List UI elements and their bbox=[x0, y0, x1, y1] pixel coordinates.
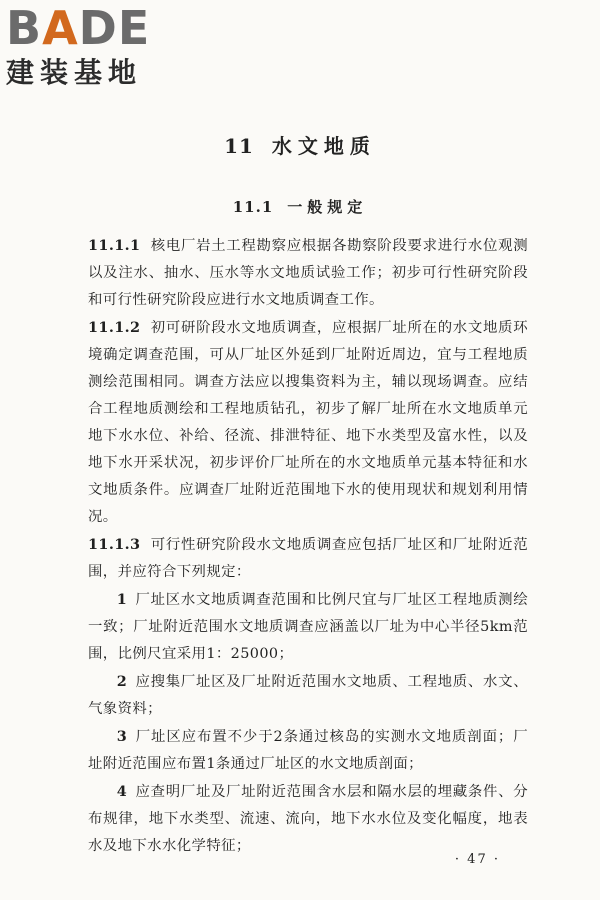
logo-letters-de: DE bbox=[78, 1, 151, 55]
logo-subtitle: 建装基地 bbox=[6, 56, 143, 89]
clause-number: 11.1.2 bbox=[88, 319, 141, 336]
item-text: 应搜集厂址区及厂址附近范围水文地质、工程地质、水文、气象资料； bbox=[88, 674, 528, 717]
item-number: 3 bbox=[116, 728, 128, 745]
section-number: 11.1 bbox=[232, 198, 274, 216]
clause-11-1-1 bbox=[88, 232, 528, 314]
chapter-name: 水文地质 bbox=[271, 134, 376, 158]
logo-letter-a: A bbox=[42, 1, 79, 55]
logo-wordmark bbox=[6, 1, 176, 55]
item-text: 应查明厂址及厂址附近范围含水层和隔水层的埋藏条件、分布规律，地下水类型、流速、流向，地下水水位及变化幅度，地表水及地下水水化学特征； bbox=[88, 784, 528, 854]
section-title bbox=[0, 196, 600, 217]
bade-logo bbox=[6, 1, 176, 94]
list-item bbox=[88, 586, 528, 668]
section-name: 一般规定 bbox=[287, 198, 368, 216]
list-item bbox=[88, 778, 528, 860]
clause-number: 11.1.3 bbox=[88, 536, 141, 553]
page-number: · 47 · bbox=[454, 852, 500, 867]
list-item bbox=[88, 723, 528, 778]
item-number: 1 bbox=[116, 591, 128, 608]
item-number: 4 bbox=[116, 783, 128, 800]
item-text: 厂址区应布置不少于2条通过核岛的实测水文地质剖面；厂址附近范围应布置1条通过厂址区的水文地质剖面； bbox=[88, 729, 528, 772]
chapter-number: 11 bbox=[224, 134, 254, 158]
logo-letter-b: B bbox=[6, 1, 43, 55]
clause-text: 可行性研究阶段水文地质调查应包括厂址区和厂址附近范围，并应符合下列规定： bbox=[88, 537, 528, 580]
chapter-title bbox=[0, 130, 600, 159]
item-number: 2 bbox=[116, 673, 128, 690]
clause-text: 初可研阶段水文地质调查，应根据厂址所在的水文地质环境确定调查范围，可从厂址区外延到厂址附近周边，宜与工程地质测绘范围相同。调查方法应以搜集资料为主，辅以现场调查。应结合工程地质测绘和工程地质钻孔，初步了解厂址所在水文地质单元地下水水位、补给、径流、排泄特征、地下水类型及富水性，以及地下水开采状况，初步评价厂址所在的水文地质单元基本特征和水文地质条件。应调查厂址附近范围地下水的使用现状和规划利用情况。 bbox=[88, 320, 528, 525]
clause-text: 核电厂岩土工程勘察应根据各勘察阶段要求进行水位观测以及注水、抽水、压水等水文地质试验工作；初步可行性研究阶段和可行性研究阶段应进行水文地质调查工作。 bbox=[88, 238, 528, 308]
clause-number: 11.1.1 bbox=[88, 237, 141, 254]
clause-11-1-2 bbox=[88, 314, 528, 531]
list-item bbox=[88, 668, 528, 723]
item-text: 厂址区水文地质调查范围和比例尺宜与厂址区工程地质测绘一致；厂址附近范围水文地质调查应涵盖以厂址为中心半径5km范围，比例尺宜采用1：25000； bbox=[88, 592, 528, 662]
clause-11-1-3 bbox=[88, 531, 528, 586]
body-text bbox=[88, 232, 528, 860]
